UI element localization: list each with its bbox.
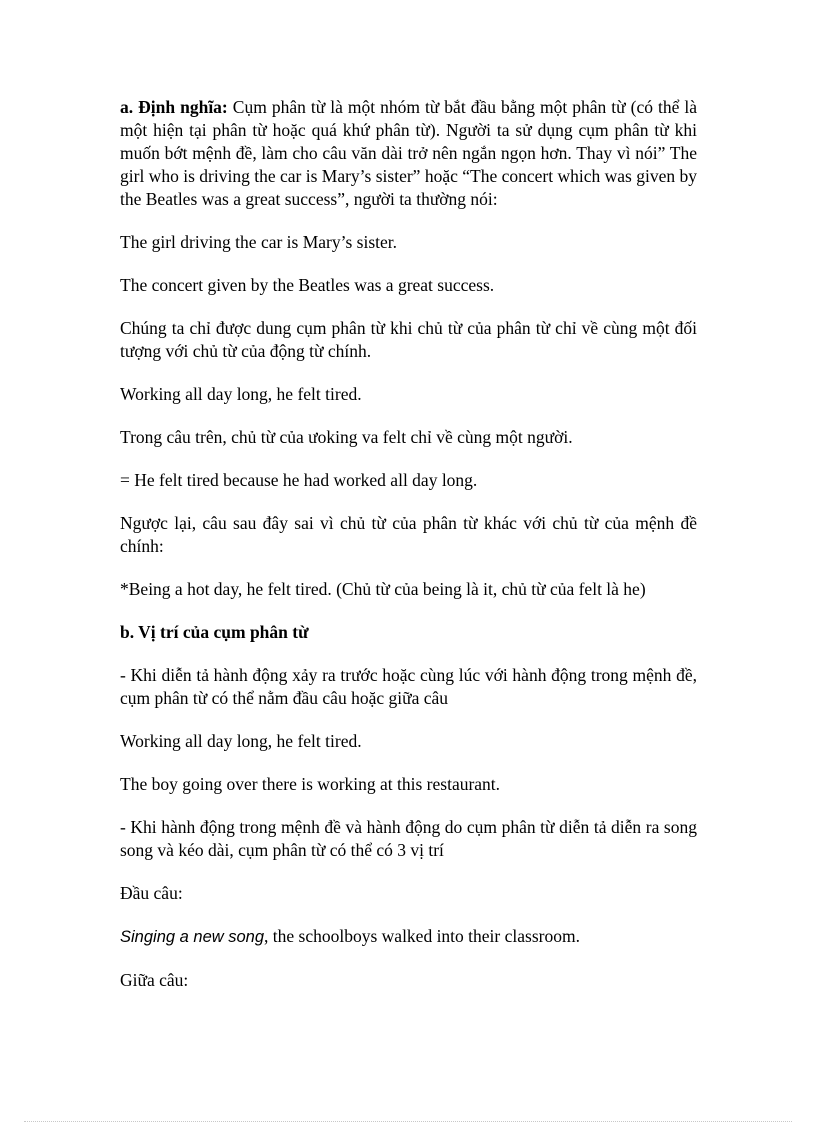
definition-text: Cụm phân từ là một nhóm từ bắt đầu bằng một phân từ (có thể là một hiện tại phân từ hoặc quá khứ phân từ). Người ta sử dụng cụm phân từ khi muốn bớt mệnh đề, làm cho câu văn dài trở nên ngắn ngọn hơn. Thay vì nói” The girl who is driving the car is Mary’s sister” hoặc “The concert which was given by the Beatles was a great success”, người ta thường nói: [120,97,697,209]
start-example [120,925,697,949]
equivalent-sentence: = He felt tired because he had worked all day long. [120,470,478,490]
example-sentence: Working all day long, he felt tired. [120,731,362,751]
example-sentence: The boy going over there is working at this restaurant. [120,774,501,794]
example-sentence: The concert given by the Beatles was a great success. [120,275,495,295]
page-bottom-divider [24,1121,792,1122]
document-page [120,96,697,992]
label-middle-of-sentence: Giữa câu: [120,970,189,990]
example-sentence: Working all day long, he felt tired. [120,384,362,404]
definition-paragraph [120,96,697,211]
wrong-example: *Being a hot day, he felt tired. (Chủ từ của being là it, chủ từ của felt là he) [120,579,646,599]
position-point-1: - Khi diễn tả hành động xảy ra trước hoặc cùng lúc với hành động trong mệnh đề, cụm phân từ có thể nằm đầu câu hoặc giữa câu [120,665,697,708]
label-start-of-sentence: Đầu câu: [120,883,183,903]
start-example-rest: , the schoolboys walked into their classroom. [264,926,580,946]
definition-heading: a. Định nghĩa: [120,97,228,117]
rule-paragraph: Chúng ta chỉ được dung cụm phân từ khi chủ từ của phân từ chỉ về cùng một đối tượng với chủ từ của động từ chính. [120,318,697,361]
section-b-heading-text: b. Vị trí của cụm phân từ [120,622,309,642]
explanation-text: Trong câu trên, chủ từ của ưoking va felt chỉ về cùng một người. [120,427,573,447]
example-sentence: The girl driving the car is Mary’s sister. [120,232,398,252]
start-example-participle: Singing a new song [120,928,265,946]
position-point-2: - Khi hành động trong mệnh đề và hành động do cụm phân từ diễn tả diễn ra song song và kéo dài, cụm phân từ có thể có 3 vị trí [120,817,697,860]
section-b-heading [120,621,697,644]
contrast-paragraph: Ngược lại, câu sau đây sai vì chủ từ của phân từ khác với chủ từ của mệnh đề chính: [120,513,697,556]
